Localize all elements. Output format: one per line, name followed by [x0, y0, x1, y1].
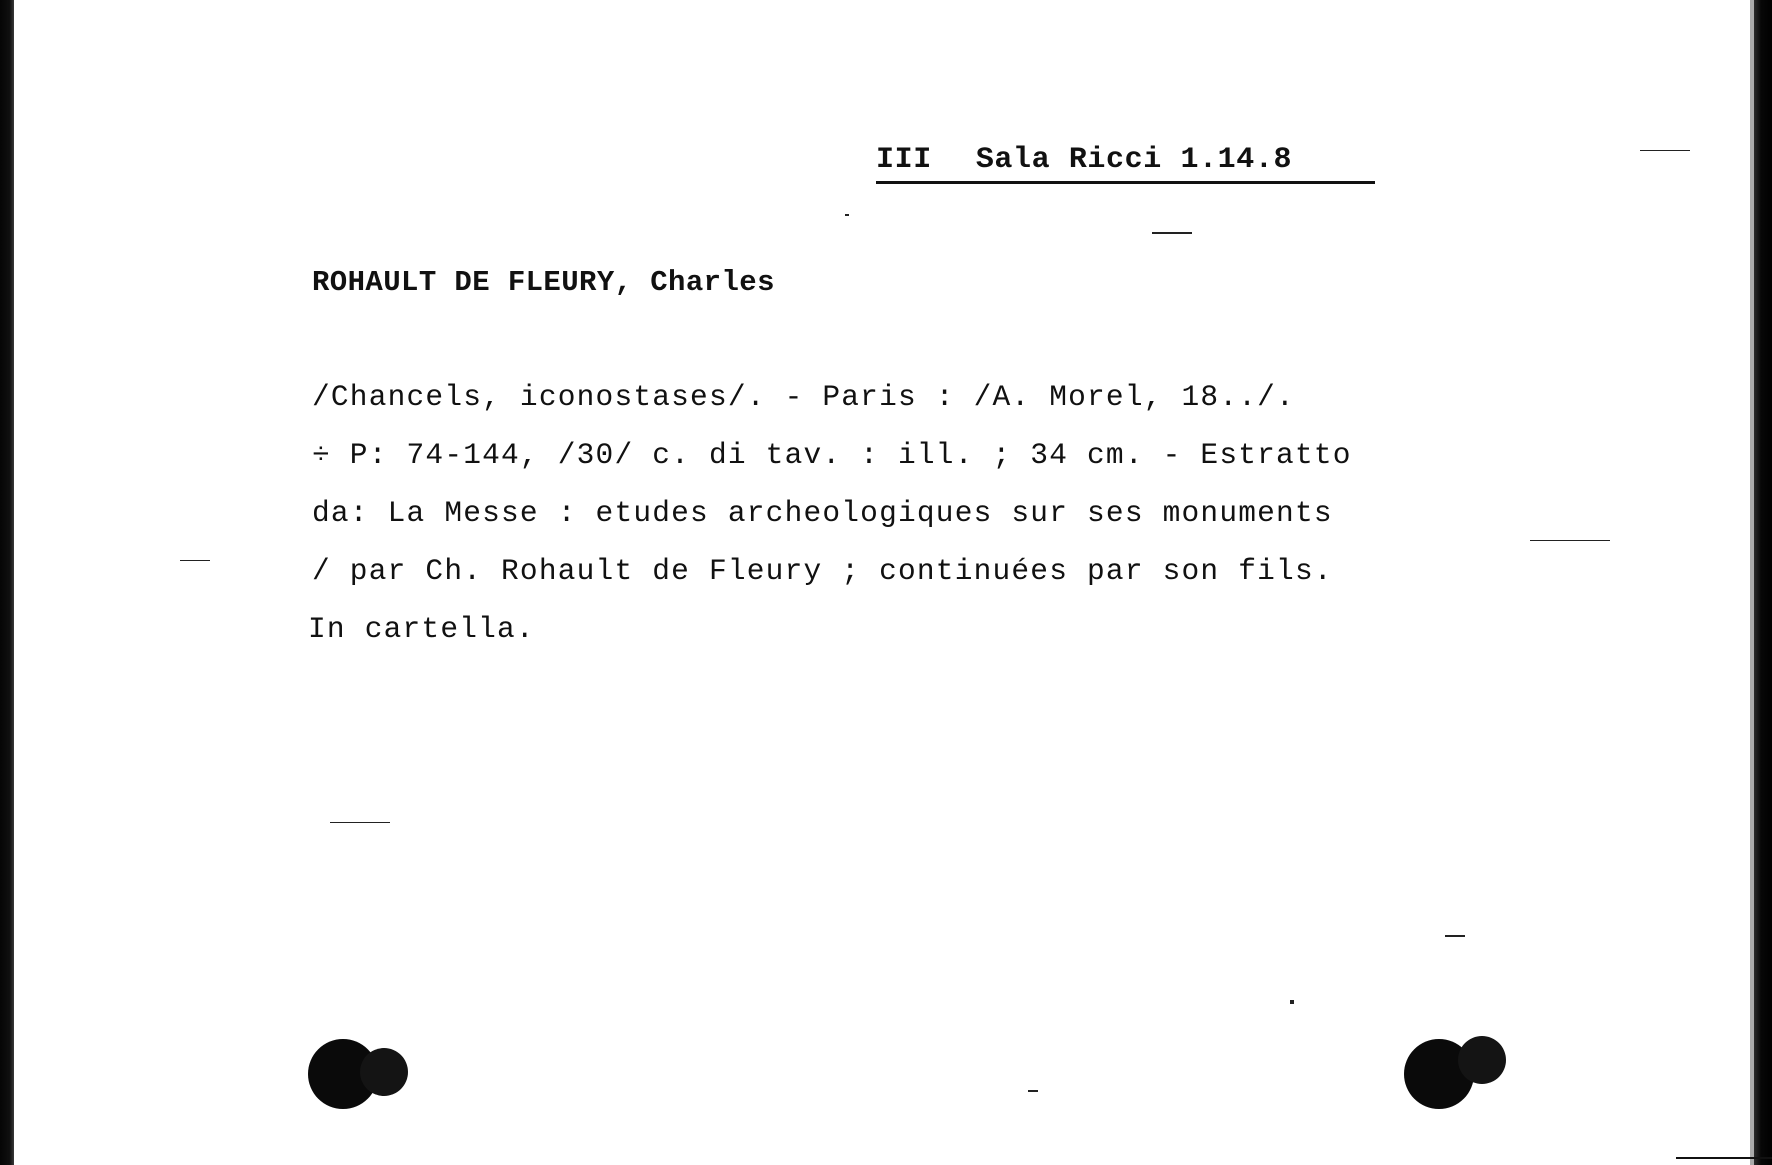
- description-line-1: /Chancels, iconostases/. - Paris : /A. Morel, 18../.: [312, 380, 1295, 414]
- description-line-5: In cartella.: [308, 612, 535, 646]
- scan-edge-right: [1754, 0, 1772, 1165]
- description-line-2: ÷ P: 74-144, /30/ c. di tav. : ill. ; 34 cm. - Estratto: [312, 438, 1352, 472]
- description-line-3: da: La Messe : etudes archeologiques sur ses monuments: [312, 496, 1333, 530]
- description-line-4: / par Ch. Rohault de Fleury ; continuées par son fils.: [312, 554, 1333, 588]
- author-heading: ROHAULT DE FLEURY, Charles: [312, 266, 775, 299]
- shelfmark: [876, 143, 1375, 184]
- scan-bottom-mark: [1676, 1157, 1772, 1159]
- shelfmark-collection: III: [876, 143, 932, 177]
- shelfmark-location: Sala Ricci 1.14.8: [975, 143, 1293, 177]
- scan-edge-left: [0, 0, 14, 1165]
